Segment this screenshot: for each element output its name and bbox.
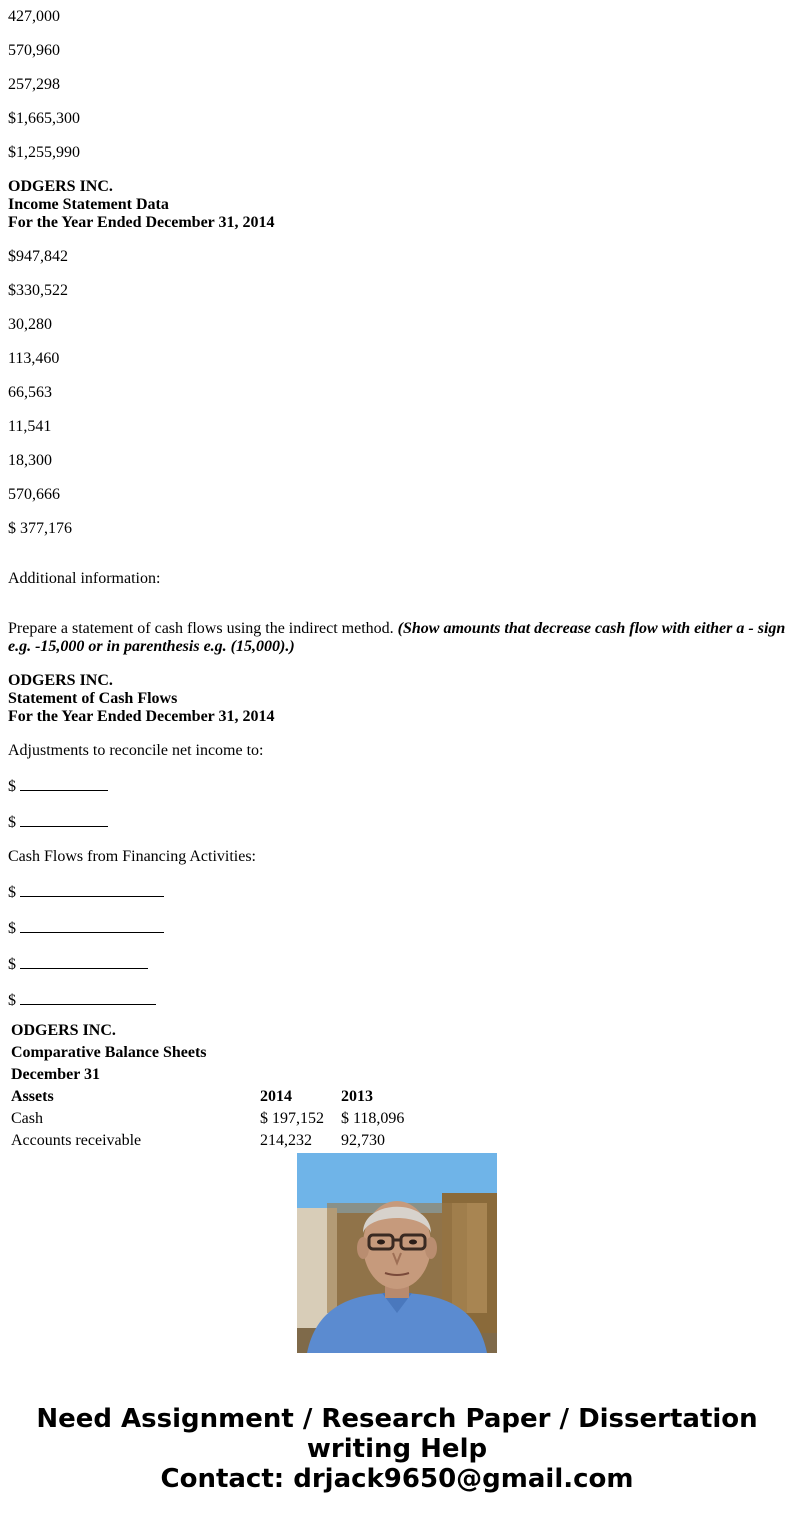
- instruction-text: Prepare a statement of cash flows using the indirect method.: [8, 620, 398, 637]
- value-line: 570,960: [8, 42, 60, 59]
- cash-flow-heading: [8, 672, 788, 726]
- instruction-emphasis: (Show amounts that decrease cash flow with either a - sign e.g. -15,000 or in parenthesis e.g. (15,000).): [8, 620, 786, 655]
- currency-symbol: $: [8, 884, 16, 901]
- instruction-paragraph: [8, 620, 788, 656]
- value-line: $1,255,990: [8, 144, 80, 161]
- income-value: $947,842: [8, 248, 68, 265]
- answer-line: [8, 954, 788, 974]
- currency-symbol: $: [8, 814, 16, 831]
- company-name: ODGERS INC.: [8, 672, 113, 689]
- table-cell: Cash: [11, 1110, 43, 1127]
- table-header-row: [10, 1087, 419, 1107]
- currency-symbol: $: [8, 956, 16, 973]
- table-cell: 92,730: [341, 1132, 385, 1149]
- answer-line: [8, 918, 788, 938]
- promo-line: writing Help: [306, 1434, 488, 1464]
- answer-line: [8, 812, 788, 832]
- answer-line: [8, 776, 788, 796]
- portrait-image: [297, 1153, 497, 1353]
- table-row: [10, 1109, 419, 1129]
- column-header: 2013: [341, 1088, 373, 1105]
- adjustments-label: Adjustments to reconcile net income to:: [8, 742, 264, 759]
- column-header: Assets: [11, 1088, 54, 1105]
- statement-title: Income Statement Data: [8, 196, 169, 213]
- statement-period: For the Year Ended December 31, 2014: [8, 708, 275, 725]
- value-line: 427,000: [8, 8, 60, 25]
- additional-info-label: Additional information:: [8, 570, 161, 587]
- answer-input[interactable]: [20, 776, 108, 791]
- value-line: $1,665,300: [8, 110, 80, 127]
- currency-symbol: $: [8, 778, 16, 795]
- balance-sheet-clip: [8, 1019, 768, 1149]
- balance-sheet-table: [8, 1019, 421, 1153]
- promo-banner: [0, 1404, 794, 1494]
- answer-line: [8, 990, 788, 1010]
- table-row: [10, 1131, 419, 1151]
- value-line: 257,298: [8, 76, 60, 93]
- income-value: 113,460: [8, 350, 60, 367]
- currency-symbol: $: [8, 920, 16, 937]
- income-value: 11,541: [8, 418, 52, 435]
- answer-input[interactable]: [20, 954, 148, 969]
- author-avatar: [297, 1153, 497, 1353]
- statement-title: Comparative Balance Sheets: [11, 1044, 207, 1061]
- income-value: $330,522: [8, 282, 68, 299]
- column-header: 2014: [260, 1088, 292, 1105]
- table-cell: Accounts receivable: [11, 1132, 142, 1149]
- income-value: 18,300: [8, 452, 52, 469]
- financing-label: Cash Flows from Financing Activities:: [8, 848, 256, 865]
- company-name: ODGERS INC.: [8, 178, 113, 195]
- statement-period: For the Year Ended December 31, 2014: [8, 214, 275, 231]
- currency-symbol: $: [8, 992, 16, 1009]
- promo-line: Need Assignment / Research Paper / Dissertation: [36, 1404, 758, 1434]
- company-name: ODGERS INC.: [11, 1022, 116, 1039]
- income-value: 30,280: [8, 316, 52, 333]
- income-value: $ 377,176: [8, 520, 72, 537]
- answer-line: [8, 882, 788, 902]
- answer-input[interactable]: [20, 918, 164, 933]
- answer-input[interactable]: [20, 882, 164, 897]
- income-value: 570,666: [8, 486, 60, 503]
- statement-date: December 31: [11, 1066, 100, 1083]
- statement-title: Statement of Cash Flows: [8, 690, 178, 707]
- answer-input[interactable]: [20, 990, 156, 1005]
- answer-input[interactable]: [20, 812, 108, 827]
- promo-contact[interactable]: Contact: drjack9650@gmail.com: [160, 1464, 634, 1494]
- document-body: [8, 8, 788, 1026]
- table-cell: 214,232: [260, 1132, 312, 1149]
- income-statement-heading: [8, 178, 788, 232]
- table-cell: $ 118,096: [341, 1110, 405, 1127]
- table-cell: $ 197,152: [260, 1110, 324, 1127]
- income-value: 66,563: [8, 384, 52, 401]
